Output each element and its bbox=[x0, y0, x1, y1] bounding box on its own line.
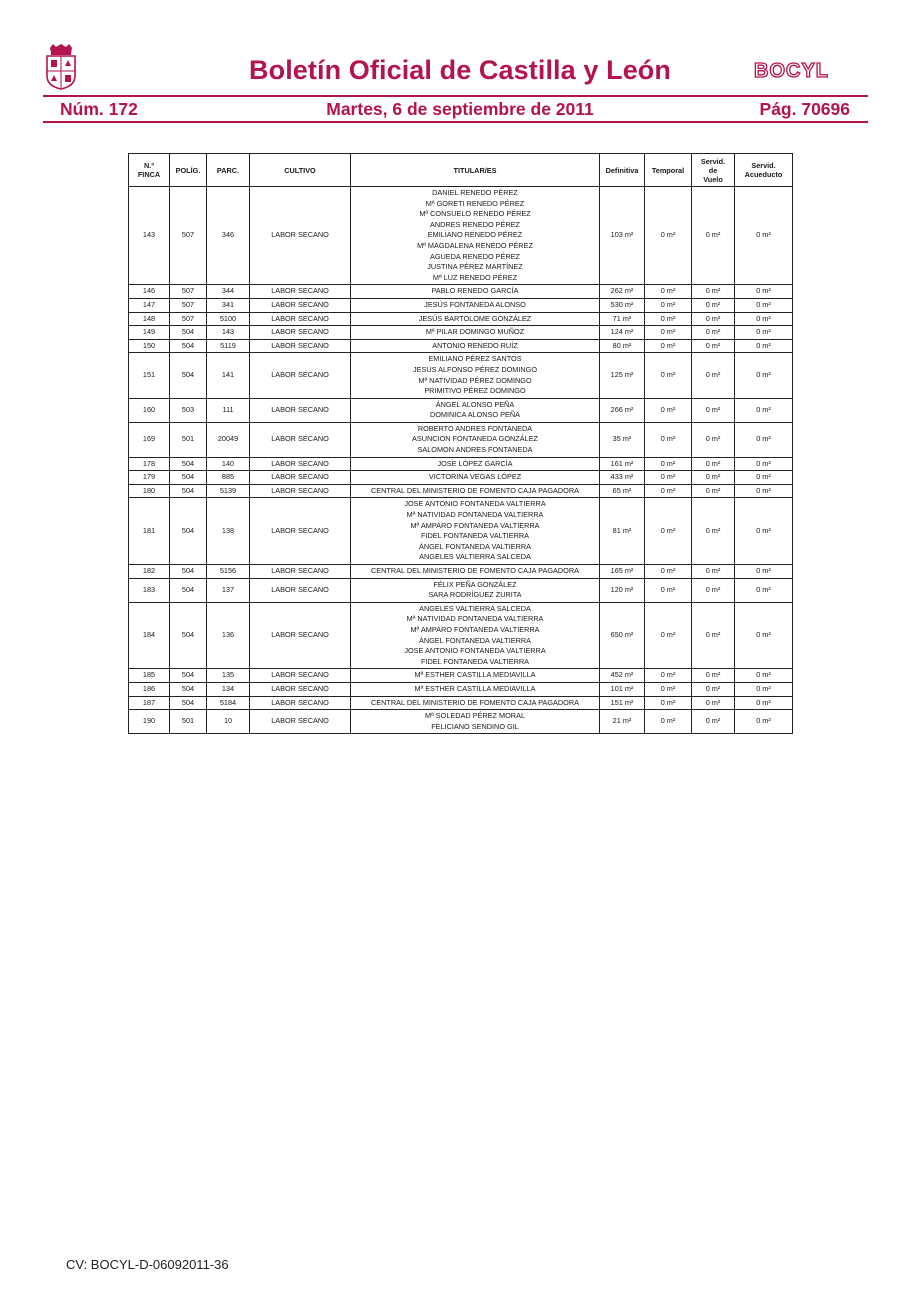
cultivo-cell: LABOR SECANO bbox=[250, 710, 351, 734]
titular-name: Mª LUZ RENEDO PÉREZ bbox=[432, 272, 518, 282]
titular-name: Mª GORETI RENEDO PÉREZ bbox=[425, 198, 525, 208]
table-row bbox=[129, 484, 793, 498]
titular-name: SALOMON ANDRES FONTANEDA bbox=[417, 445, 533, 455]
titular-name: CENTRAL DEL MINISTERIO DE FOMENTO CAJA PAGADORA bbox=[371, 697, 579, 707]
titulares-cell bbox=[351, 578, 600, 602]
parc-cell: 346 bbox=[207, 187, 250, 285]
table-row bbox=[129, 696, 793, 710]
parc-cell: 138 bbox=[207, 498, 250, 565]
titular-name: JESÚS FONTANEDA ALONSO bbox=[424, 299, 526, 309]
acueducto-cell: 0 m² bbox=[735, 457, 793, 471]
titular-name: DANIEL RENEDO PÉREZ bbox=[432, 188, 518, 197]
cultivo-cell: LABOR SECANO bbox=[250, 471, 351, 485]
vuelo-cell: 0 m² bbox=[692, 398, 735, 422]
table-row bbox=[129, 669, 793, 683]
polig-cell: 501 bbox=[170, 710, 207, 734]
definitiva-cell: 124 m² bbox=[600, 326, 645, 340]
titular-name: JOSE ANTONIO FONTANEDA VALTIERRA bbox=[404, 499, 546, 509]
titulares-cell bbox=[351, 602, 600, 669]
table-body bbox=[129, 187, 793, 734]
definitiva-cell: 161 m² bbox=[600, 457, 645, 471]
polig-cell: 504 bbox=[170, 696, 207, 710]
col-header-definitiva: Definitiva bbox=[600, 154, 645, 187]
titular-name: Mª ESTHER CASTILLA MEDIAVILLA bbox=[414, 683, 536, 693]
finca-cell: 160 bbox=[129, 398, 170, 422]
titular-name: EMILIANO PÉREZ SANTOS bbox=[428, 354, 522, 364]
cultivo-cell: LABOR SECANO bbox=[250, 298, 351, 312]
definitiva-cell: 21 m² bbox=[600, 710, 645, 734]
titulares-cell bbox=[351, 682, 600, 696]
finca-cell: 149 bbox=[129, 326, 170, 340]
polig-cell: 504 bbox=[170, 484, 207, 498]
finca-cell: 179 bbox=[129, 471, 170, 485]
acueducto-cell: 0 m² bbox=[735, 484, 793, 498]
cultivo-cell: LABOR SECANO bbox=[250, 326, 351, 340]
cultivo-cell: LABOR SECANO bbox=[250, 457, 351, 471]
parc-cell: 5156 bbox=[207, 565, 250, 579]
acueducto-cell: 0 m² bbox=[735, 682, 793, 696]
vuelo-cell: 0 m² bbox=[692, 457, 735, 471]
titulares-cell bbox=[351, 484, 600, 498]
polig-cell: 504 bbox=[170, 565, 207, 579]
finca-cell: 178 bbox=[129, 457, 170, 471]
table-row bbox=[129, 187, 793, 285]
temporal-cell: 0 m² bbox=[645, 298, 692, 312]
titular-name: ANDRES RENEDO PÉREZ bbox=[429, 219, 520, 229]
table-row bbox=[129, 422, 793, 457]
bocyl-logo: BOCYL bbox=[754, 60, 829, 82]
titulares-cell bbox=[351, 326, 600, 340]
cultivo-cell: LABOR SECANO bbox=[250, 422, 351, 457]
table-row bbox=[129, 710, 793, 734]
titular-name: ÁNGEL ALONSO PEÑA bbox=[435, 399, 515, 409]
definitiva-cell: 452 m² bbox=[600, 669, 645, 683]
cultivo-cell: LABOR SECANO bbox=[250, 339, 351, 353]
temporal-cell: 0 m² bbox=[645, 398, 692, 422]
titular-name: FIDEL FONTANEDA VALTIERRA bbox=[421, 531, 529, 541]
header-rule-bottom bbox=[43, 121, 868, 123]
titular-name: ANGELES VALTIERRA SALCEDA bbox=[419, 603, 531, 613]
definitiva-cell: 71 m² bbox=[600, 312, 645, 326]
titulares-cell bbox=[351, 669, 600, 683]
titular-name: JOSE ANTONIO FONTANEDA VALTIERRA bbox=[404, 646, 546, 656]
cultivo-cell: LABOR SECANO bbox=[250, 484, 351, 498]
definitiva-cell: 81 m² bbox=[600, 498, 645, 565]
titular-name: PRIMITIVO PÉREZ DOMINGO bbox=[424, 386, 526, 396]
parc-cell: 341 bbox=[207, 298, 250, 312]
vuelo-cell: 0 m² bbox=[692, 565, 735, 579]
acueducto-cell: 0 m² bbox=[735, 602, 793, 669]
cultivo-cell: LABOR SECANO bbox=[250, 353, 351, 398]
table-row bbox=[129, 578, 793, 602]
temporal-cell: 0 m² bbox=[645, 578, 692, 602]
titulares-cell bbox=[351, 696, 600, 710]
polig-cell: 507 bbox=[170, 312, 207, 326]
titulares-cell bbox=[351, 312, 600, 326]
finca-cell: 180 bbox=[129, 484, 170, 498]
definitiva-cell: 120 m² bbox=[600, 578, 645, 602]
parc-cell: 5100 bbox=[207, 312, 250, 326]
temporal-cell: 0 m² bbox=[645, 353, 692, 398]
parc-cell: 137 bbox=[207, 578, 250, 602]
definitiva-cell: 165 m² bbox=[600, 565, 645, 579]
titulares-cell bbox=[351, 422, 600, 457]
finca-cell: 185 bbox=[129, 669, 170, 683]
acueducto-cell: 0 m² bbox=[735, 669, 793, 683]
vuelo-cell: 0 m² bbox=[692, 484, 735, 498]
temporal-cell: 0 m² bbox=[645, 710, 692, 734]
titular-name: Mª NATIVIDAD FONTANEDA VALTIERRA bbox=[406, 510, 544, 520]
vuelo-cell: 0 m² bbox=[692, 682, 735, 696]
titulares-cell bbox=[351, 710, 600, 734]
vuelo-cell: 0 m² bbox=[692, 353, 735, 398]
table-row bbox=[129, 312, 793, 326]
table-row bbox=[129, 682, 793, 696]
vuelo-cell: 0 m² bbox=[692, 422, 735, 457]
titulares-cell bbox=[351, 457, 600, 471]
titular-name: VICTORINA VEGAS LÓPEZ bbox=[428, 472, 522, 482]
parc-cell: 10 bbox=[207, 710, 250, 734]
acueducto-cell: 0 m² bbox=[735, 285, 793, 299]
cultivo-cell: LABOR SECANO bbox=[250, 602, 351, 669]
titulares-cell bbox=[351, 471, 600, 485]
finca-cell: 184 bbox=[129, 602, 170, 669]
definitiva-cell: 433 m² bbox=[600, 471, 645, 485]
definitiva-cell: 262 m² bbox=[600, 285, 645, 299]
polig-cell: 504 bbox=[170, 457, 207, 471]
vuelo-cell: 0 m² bbox=[692, 696, 735, 710]
page-number: Pág. 70696 bbox=[759, 99, 850, 119]
vuelo-cell: 0 m² bbox=[692, 326, 735, 340]
titular-name: FIDEL FONTANEDA VALTIERRA bbox=[421, 656, 529, 666]
table-row bbox=[129, 298, 793, 312]
titular-name: JOSE LÓPEZ GARCÍA bbox=[437, 458, 513, 468]
titulares-cell bbox=[351, 565, 600, 579]
vuelo-cell: 0 m² bbox=[692, 187, 735, 285]
titular-name: ROBERTO ANDRES FONTANEDA bbox=[417, 423, 533, 433]
table-row bbox=[129, 602, 793, 669]
titulares-cell bbox=[351, 285, 600, 299]
definitiva-cell: 266 m² bbox=[600, 398, 645, 422]
titular-name: Mª CONSUELO RENEDO PÉREZ bbox=[419, 209, 531, 219]
header-rule-top bbox=[43, 95, 868, 97]
polig-cell: 504 bbox=[170, 353, 207, 398]
vuelo-cell: 0 m² bbox=[692, 578, 735, 602]
acueducto-cell: 0 m² bbox=[735, 187, 793, 285]
titular-name: ANGELES VALTIERRA SALCEDA bbox=[419, 552, 531, 562]
titular-name: Mª SOLEDAD PÉREZ MORAL bbox=[424, 711, 525, 721]
vuelo-cell: 0 m² bbox=[692, 602, 735, 669]
titular-name: ANTONIO RENEDO RUÍZ bbox=[432, 340, 518, 350]
finca-cell: 151 bbox=[129, 353, 170, 398]
titular-name: Mª NATIVIDAD PÉREZ DOMINGO bbox=[418, 375, 532, 385]
cultivo-cell: LABOR SECANO bbox=[250, 669, 351, 683]
cultivo-cell: LABOR SECANO bbox=[250, 312, 351, 326]
titular-name: ASUNCION FONTANEDA GONZÁLEZ bbox=[412, 434, 538, 444]
definitiva-cell: 35 m² bbox=[600, 422, 645, 457]
titular-name: CENTRAL DEL MINISTERIO DE FOMENTO CAJA PAGADORA bbox=[371, 485, 579, 495]
titular-name: Mª MAGDALENA RENEDO PÉREZ bbox=[417, 240, 533, 250]
titulares-cell bbox=[351, 398, 600, 422]
parc-cell: 885 bbox=[207, 471, 250, 485]
definitiva-cell: 80 m² bbox=[600, 339, 645, 353]
parc-cell: 344 bbox=[207, 285, 250, 299]
col-header-polig: POLÍG. bbox=[170, 154, 207, 187]
finca-cell: 190 bbox=[129, 710, 170, 734]
finca-cell: 148 bbox=[129, 312, 170, 326]
table-row bbox=[129, 285, 793, 299]
parc-cell: 141 bbox=[207, 353, 250, 398]
col-header-finca: N.º FINCA bbox=[129, 154, 170, 187]
parc-cell: 140 bbox=[207, 457, 250, 471]
titular-name: PABLO RENEDO GARCÍA bbox=[431, 286, 519, 296]
titulares-cell bbox=[351, 187, 600, 285]
parc-cell: 111 bbox=[207, 398, 250, 422]
finca-cell: 183 bbox=[129, 578, 170, 602]
acueducto-cell: 0 m² bbox=[735, 339, 793, 353]
vuelo-cell: 0 m² bbox=[692, 285, 735, 299]
acueducto-cell: 0 m² bbox=[735, 422, 793, 457]
polig-cell: 507 bbox=[170, 187, 207, 285]
temporal-cell: 0 m² bbox=[645, 565, 692, 579]
table-row bbox=[129, 457, 793, 471]
vuelo-cell: 0 m² bbox=[692, 339, 735, 353]
finca-cell: 181 bbox=[129, 498, 170, 565]
titular-name: FÉLIX PEÑA GONZÁLEZ bbox=[433, 579, 517, 589]
finca-cell: 186 bbox=[129, 682, 170, 696]
temporal-cell: 0 m² bbox=[645, 285, 692, 299]
table-row bbox=[129, 498, 793, 565]
acueducto-cell: 0 m² bbox=[735, 710, 793, 734]
definitiva-cell: 530 m² bbox=[600, 298, 645, 312]
col-header-vuelo: Servid. de Vuelo bbox=[692, 154, 735, 187]
definitiva-cell: 65 m² bbox=[600, 484, 645, 498]
col-header-temporal: Temporal bbox=[645, 154, 692, 187]
vuelo-cell: 0 m² bbox=[692, 312, 735, 326]
polig-cell: 504 bbox=[170, 578, 207, 602]
cv-code: CV: BOCYL-D-06092011-36 bbox=[66, 1257, 229, 1272]
col-header-acueducto: Servid. Acueducto bbox=[735, 154, 793, 187]
parc-cell: 5139 bbox=[207, 484, 250, 498]
titular-name: CENTRAL DEL MINISTERIO DE FOMENTO CAJA PAGADORA bbox=[371, 566, 579, 575]
temporal-cell: 0 m² bbox=[645, 498, 692, 565]
table-row bbox=[129, 353, 793, 398]
polig-cell: 501 bbox=[170, 422, 207, 457]
titular-name: JESÚS BARTOLOME GONZÁLEZ bbox=[418, 313, 532, 323]
finca-cell: 146 bbox=[129, 285, 170, 299]
table-row bbox=[129, 339, 793, 353]
polig-cell: 504 bbox=[170, 326, 207, 340]
table-row bbox=[129, 471, 793, 485]
definitiva-cell: 125 m² bbox=[600, 353, 645, 398]
finca-cell: 147 bbox=[129, 298, 170, 312]
parc-cell: 136 bbox=[207, 602, 250, 669]
acueducto-cell: 0 m² bbox=[735, 696, 793, 710]
acueducto-cell: 0 m² bbox=[735, 565, 793, 579]
polig-cell: 504 bbox=[170, 339, 207, 353]
temporal-cell: 0 m² bbox=[645, 696, 692, 710]
issue-number: Núm. 172 bbox=[60, 99, 138, 119]
acueducto-cell: 0 m² bbox=[735, 398, 793, 422]
definitiva-cell: 101 m² bbox=[600, 682, 645, 696]
titular-name: FELICIANO SENDINO GIL bbox=[431, 721, 519, 731]
titular-name: EMILIANO RENEDO PÉREZ bbox=[427, 230, 523, 240]
titular-name: SARA RODRÍGUEZ ZURITA bbox=[428, 590, 522, 600]
finca-cell: 187 bbox=[129, 696, 170, 710]
vuelo-cell: 0 m² bbox=[692, 710, 735, 734]
cultivo-cell: LABOR SECANO bbox=[250, 187, 351, 285]
finca-cell: 182 bbox=[129, 565, 170, 579]
col-header-parc: PARC. bbox=[207, 154, 250, 187]
temporal-cell: 0 m² bbox=[645, 669, 692, 683]
titulares-cell bbox=[351, 498, 600, 565]
temporal-cell: 0 m² bbox=[645, 602, 692, 669]
definitiva-cell: 650 m² bbox=[600, 602, 645, 669]
vuelo-cell: 0 m² bbox=[692, 298, 735, 312]
finca-cell: 150 bbox=[129, 339, 170, 353]
temporal-cell: 0 m² bbox=[645, 457, 692, 471]
acueducto-cell: 0 m² bbox=[735, 298, 793, 312]
polig-cell: 507 bbox=[170, 298, 207, 312]
titular-name: ÁNGEL FONTANEDA VALTIERRA bbox=[418, 541, 532, 551]
titular-name: ÁNGEL FONTANEDA VALTIERRA bbox=[418, 635, 532, 645]
parc-cell: 5184 bbox=[207, 696, 250, 710]
finca-cell: 169 bbox=[129, 422, 170, 457]
titular-name: JESUS ALFONSO PÉREZ DOMINGO bbox=[412, 364, 538, 374]
temporal-cell: 0 m² bbox=[645, 326, 692, 340]
definitiva-cell: 151 m² bbox=[600, 696, 645, 710]
cultivo-cell: LABOR SECANO bbox=[250, 578, 351, 602]
table-header-row bbox=[129, 154, 793, 187]
col-header-cultivo: CULTIVO bbox=[250, 154, 351, 187]
titular-name: Mª ESTHER CASTILLA MEDIAVILLA bbox=[414, 670, 536, 680]
cultivo-cell: LABOR SECANO bbox=[250, 696, 351, 710]
table-row bbox=[129, 326, 793, 340]
polig-cell: 507 bbox=[170, 285, 207, 299]
temporal-cell: 0 m² bbox=[645, 312, 692, 326]
acueducto-cell: 0 m² bbox=[735, 326, 793, 340]
parc-cell: 134 bbox=[207, 682, 250, 696]
polig-cell: 504 bbox=[170, 682, 207, 696]
cultivo-cell: LABOR SECANO bbox=[250, 565, 351, 579]
temporal-cell: 0 m² bbox=[645, 187, 692, 285]
issue-date: Martes, 6 de septiembre de 2011 bbox=[326, 99, 594, 119]
col-header-titulares: TITULAR/ES bbox=[351, 154, 600, 187]
titular-name: AGUEDA RENEDO PÉREZ bbox=[429, 251, 520, 261]
polig-cell: 504 bbox=[170, 498, 207, 565]
titular-name: Mª NATIVIDAD FONTANEDA VALTIERRA bbox=[406, 614, 544, 624]
cultivo-cell: LABOR SECANO bbox=[250, 398, 351, 422]
titular-name: Mª AMPARO FONTANEDA VALTIERRA bbox=[410, 520, 540, 530]
acueducto-cell: 0 m² bbox=[735, 471, 793, 485]
titular-name: DOMINICA ALONSO PEÑA bbox=[429, 410, 521, 420]
polig-cell: 504 bbox=[170, 669, 207, 683]
titulares-cell bbox=[351, 353, 600, 398]
polig-cell: 504 bbox=[170, 471, 207, 485]
vuelo-cell: 0 m² bbox=[692, 471, 735, 485]
titular-name: Mª PILAR DOMINGO MUÑOZ bbox=[425, 327, 525, 337]
cultivo-cell: LABOR SECANO bbox=[250, 285, 351, 299]
temporal-cell: 0 m² bbox=[645, 682, 692, 696]
parc-cell: 5119 bbox=[207, 339, 250, 353]
vuelo-cell: 0 m² bbox=[692, 498, 735, 565]
titulares-cell bbox=[351, 298, 600, 312]
titular-name: JUSTINA PÉREZ MARTÍNEZ bbox=[427, 262, 523, 272]
acueducto-cell: 0 m² bbox=[735, 353, 793, 398]
acueducto-cell: 0 m² bbox=[735, 578, 793, 602]
titulares-cell bbox=[351, 339, 600, 353]
temporal-cell: 0 m² bbox=[645, 422, 692, 457]
temporal-cell: 0 m² bbox=[645, 339, 692, 353]
polig-cell: 503 bbox=[170, 398, 207, 422]
table-row bbox=[129, 398, 793, 422]
parc-cell: 135 bbox=[207, 669, 250, 683]
temporal-cell: 0 m² bbox=[645, 484, 692, 498]
acueducto-cell: 0 m² bbox=[735, 312, 793, 326]
temporal-cell: 0 m² bbox=[645, 471, 692, 485]
bulletin-title: Boletín Oficial de Castilla y León bbox=[249, 55, 671, 85]
parc-cell: 20049 bbox=[207, 422, 250, 457]
parcel-table bbox=[128, 153, 793, 734]
table-row bbox=[129, 565, 793, 579]
finca-cell: 143 bbox=[129, 187, 170, 285]
cultivo-cell: LABOR SECANO bbox=[250, 682, 351, 696]
titular-name: Mª AMPARO FONTANEDA VALTIERRA bbox=[410, 624, 540, 634]
vuelo-cell: 0 m² bbox=[692, 669, 735, 683]
polig-cell: 504 bbox=[170, 602, 207, 669]
acueducto-cell: 0 m² bbox=[735, 498, 793, 565]
definitiva-cell: 103 m² bbox=[600, 187, 645, 285]
parc-cell: 143 bbox=[207, 326, 250, 340]
cultivo-cell: LABOR SECANO bbox=[250, 498, 351, 565]
